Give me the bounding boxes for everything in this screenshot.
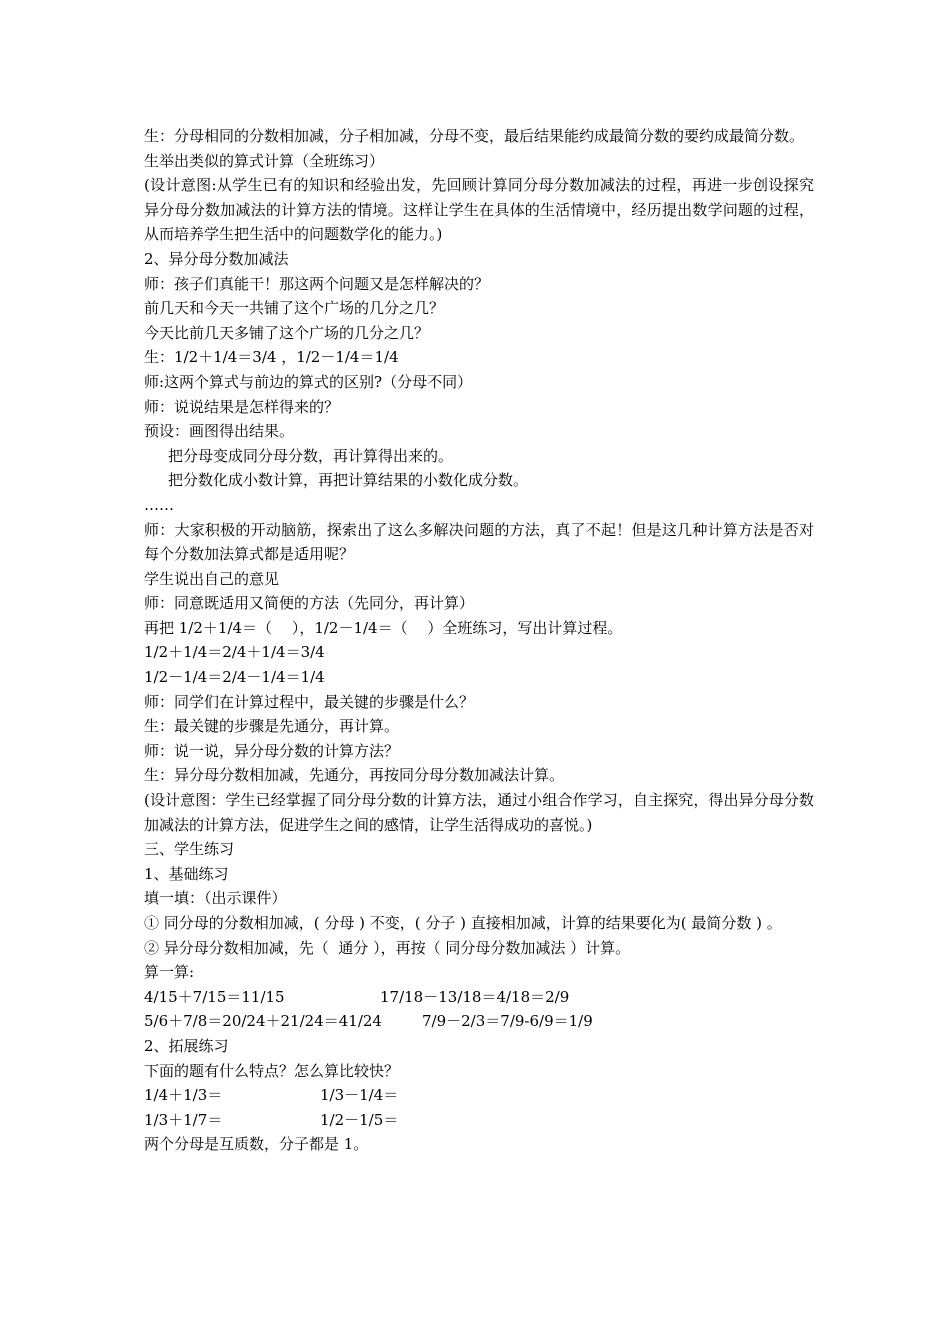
paragraph: 前几天和今天一共铺了这个广场的几分之几？: [144, 299, 445, 318]
calc-row: [144, 985, 814, 1010]
equation: 1/3＋1/7＝: [144, 1110, 223, 1129]
calc-row: [144, 1108, 814, 1133]
paragraph: 师：说说结果是怎样得来的？: [144, 397, 340, 416]
paragraph: 生：异分母分数相加减，先通分，再按同分母分数加减法计算。: [144, 766, 565, 785]
equation: 7/9－2/3＝7/9-6/9＝1/9: [422, 1012, 593, 1031]
fill-in-item: ② 异分母分数相加减，先（ 通分 ），再按（ 同分母分数加减法 ）计算。: [144, 938, 631, 957]
equation: 5/6＋7/8＝20/24＋21/24＝41/24: [144, 1012, 382, 1031]
section-heading: 2、异分母分数加减法: [144, 249, 289, 268]
paragraph: 师：大家积极的开动脑筋，探索出了这么多解决问题的方法，真了不起！但是这几种计算方法是否对每个分数加法算式都是适用呢？: [144, 520, 814, 564]
paragraph: 生：1/2＋1/4＝3/4 ，1/2－1/4＝1/4: [144, 348, 399, 367]
section-heading: 三、学生练习: [144, 840, 235, 859]
equation: 1/2＋1/4＝2/4＋1/4＝3/4: [144, 643, 325, 662]
paragraph: 算一算:: [144, 963, 195, 982]
design-note: (设计意图：学生已经掌握了同分母分数的计算方法，通过小组合作学习，自主探究，得出异分母分数加减法的计算方法，促进学生之间的感情，让学生活得成功的喜悦。): [144, 791, 814, 834]
ellipsis: ……: [144, 495, 174, 514]
equation: 1/4＋1/3＝: [144, 1086, 223, 1105]
paragraph: 把分母变成同分母分数，再计算得出来的。: [168, 446, 454, 465]
paragraph: 今天比前几天多铺了这个广场的几分之几？: [144, 323, 430, 342]
document-page: [144, 124, 814, 1157]
paragraph: 再把 1/2＋1/4＝（ ），1/2－1/4＝（ ）全班练习，写出计算过程。: [144, 618, 623, 637]
paragraph: 生：分母相同的分数相加减，分子相加减，分母不变，最后结果能约成最简分数的要约成最简分数。: [144, 127, 805, 145]
paragraph: 生：最关键的步骤是先通分，再计算。: [144, 717, 400, 736]
equation: 4/15＋7/15＝11/15: [144, 987, 285, 1006]
paragraph: 学生说出自己的意见: [144, 569, 280, 588]
section-heading: 1、基础练习: [144, 864, 229, 883]
design-note: (设计意图:从学生已有的知识和经验出发，先回顾计算同分母分数加减法的过程，再进一步创设探究异分母分数加减法的计算方法的情境。这样让学生在具体的生活情境中，经历提出数学问题的过程，从而培养学生把生活中的问题数学化的能力。): [144, 176, 814, 244]
equation: 1/3－1/4＝: [320, 1086, 399, 1105]
equation: 1/2－1/4＝2/4－1/4＝1/4: [144, 668, 325, 687]
paragraph: 师：说一说，异分母分数的计算方法？: [144, 741, 400, 760]
paragraph: 下面的题有什么特点？怎么算比较快？: [144, 1061, 400, 1080]
calc-row: [144, 1083, 814, 1108]
paragraph: 师：同学们在计算过程中，最关键的步骤是什么？: [144, 692, 475, 711]
equation: 1/2－1/5＝: [320, 1110, 399, 1129]
paragraph: 生举出类似的算式计算（全班练习）: [144, 151, 385, 170]
paragraph: 把分数化成小数计算，再把计算结果的小数化成分数。: [168, 471, 529, 490]
paragraph: 师:这两个算式与前边的算式的区别?（分母不同）: [144, 372, 473, 391]
paragraph: 填一填：（出示课件）: [144, 889, 287, 908]
calc-row: [144, 1009, 814, 1034]
paragraph: 两个分母是互质数，分子都是 1。: [144, 1135, 369, 1154]
equation: 17/18－13/18＝4/18＝2/9: [380, 987, 570, 1006]
paragraph: 师：孩子们真能干！那这两个问题又是怎样解决的？: [144, 274, 490, 293]
fill-in-item: ① 同分母的分数相加减，( 分母 ) 不变，( 分子 ) 直接相加减，计算的结果要化为( 最简分数 ) 。: [144, 914, 782, 932]
paragraph: 预设：画图得出结果。: [144, 422, 295, 441]
paragraph: 师：同意既适用又简便的方法（先同分，再计算）: [144, 594, 475, 613]
section-heading: 2、拓展练习: [144, 1036, 229, 1055]
